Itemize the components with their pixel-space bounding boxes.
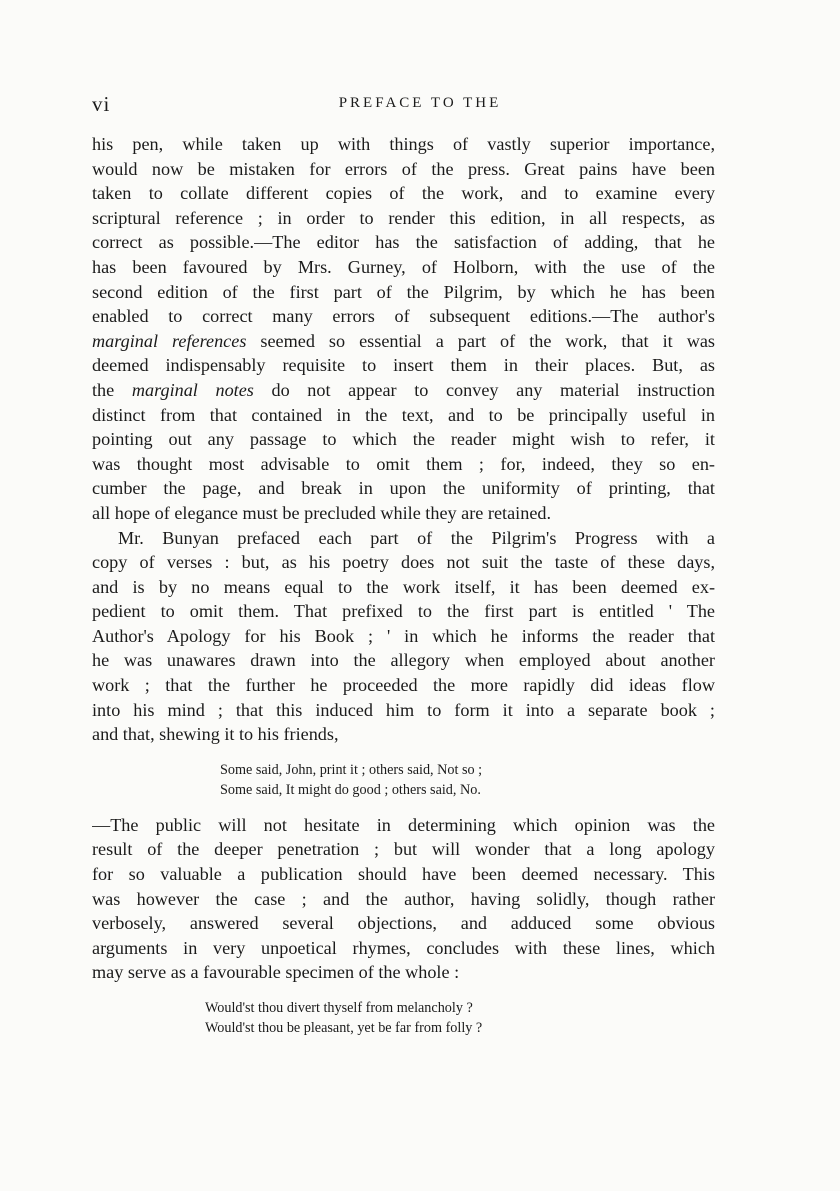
text-line: has been favoured by Mrs. Gurney, of Holborn, with the use of the xyxy=(92,256,715,277)
text-line: all hope of elegance must be precluded while they are retained. xyxy=(92,502,552,523)
text-line: he was unawares drawn into the allegory when employed about another xyxy=(92,650,715,671)
text-line: may serve as a favourable specimen of the whole : xyxy=(92,962,460,983)
verse-line: Some said, It might do good ; others said, No. xyxy=(220,781,481,798)
paragraph-3 xyxy=(92,813,715,985)
text-line: result of the deeper penetration ; but will wonder that a long apology xyxy=(92,839,715,860)
verse-line: Would'st thou be pleasant, yet be far from folly ? xyxy=(205,1020,483,1036)
verse-line: Some said, John, print it ; others said, Not so ; xyxy=(220,761,483,778)
page-body xyxy=(92,132,715,1051)
text-run: do not appear to convey any material instruction xyxy=(253,379,715,400)
text-line: second edition of the first part of the Pilgrim, by which he has been xyxy=(92,281,715,302)
text-line: scriptural reference ; in order to render this edition, in all respects, as xyxy=(92,207,715,228)
text-line: deemed indispensably requisite to insert them in their places. But, as xyxy=(92,355,715,376)
running-head: PREFACE TO THE xyxy=(338,95,502,111)
text-line: and that, shewing it to his friends, xyxy=(92,724,339,745)
italic-text: marginal notes xyxy=(131,379,254,400)
text-line: was however the case ; and the author, having solidly, though rather xyxy=(92,888,715,909)
text-line: enabled to correct many errors of subsequent editions.—The author's xyxy=(92,306,715,327)
verse-line: Would'st thou divert thyself from melancholy ? xyxy=(205,1000,473,1016)
paragraph-2 xyxy=(92,526,715,747)
paragraph-1 xyxy=(92,132,715,526)
text-line: —The public will not hesitate in determining which opinion was the xyxy=(92,814,715,835)
text-line: taken to collate different copies of the work, and to examine every xyxy=(92,183,715,204)
text-line: for so valuable a publication should have been deemed necessary. This xyxy=(92,864,715,885)
text-line: pedient to omit them. That prefixed to the first part is entitled ' The xyxy=(92,601,715,622)
text-line: correct as possible.—The editor has the satisfaction of adding, that he xyxy=(92,232,715,253)
italic-text: marginal references xyxy=(92,330,247,351)
text-line: copy of verses : but, as his poetry does not suit the taste of these days, xyxy=(92,552,715,573)
page-header xyxy=(92,92,748,118)
text-line: was thought most advisable to omit them ; for, indeed, they so en- xyxy=(92,453,715,474)
text-line xyxy=(92,378,715,403)
text-line: Mr. Bunyan prefaced each part of the Pilgrim's Progress with a xyxy=(118,527,715,548)
text-run: seemed so essential a part of the work, that it was xyxy=(246,330,715,351)
text-line: cumber the page, and break in upon the uniformity of printing, that xyxy=(92,478,715,499)
text-line: would now be mistaken for errors of the press. Great pains have been xyxy=(92,158,715,179)
text-line: work ; that the further he proceeded the more rapidly did ideas flow xyxy=(92,675,715,696)
text-line: arguments in very unpoetical rhymes, concludes with these lines, which xyxy=(92,937,715,958)
page-number: vi xyxy=(92,92,111,116)
text-line: Author's Apology for his Book ; ' in which he informs the reader that xyxy=(92,625,715,646)
verse-quote-1 xyxy=(92,760,715,800)
verse-quote-2 xyxy=(92,998,715,1038)
text-line: and is by no means equal to the work itself, it has been deemed ex- xyxy=(92,576,715,597)
text-run: the xyxy=(92,379,132,400)
text-line: verbosely, answered several objections, and adduced some obvious xyxy=(92,913,715,934)
text-line xyxy=(92,329,715,354)
text-line: distinct from that contained in the text, and to be principally useful in xyxy=(92,404,715,425)
text-line: pointing out any passage to which the reader might wish to refer, it xyxy=(92,429,715,450)
text-line: his pen, while taken up with things of vastly superior importance, xyxy=(92,134,715,154)
text-line: into his mind ; that this induced him to form it into a separate book ; xyxy=(92,699,715,720)
